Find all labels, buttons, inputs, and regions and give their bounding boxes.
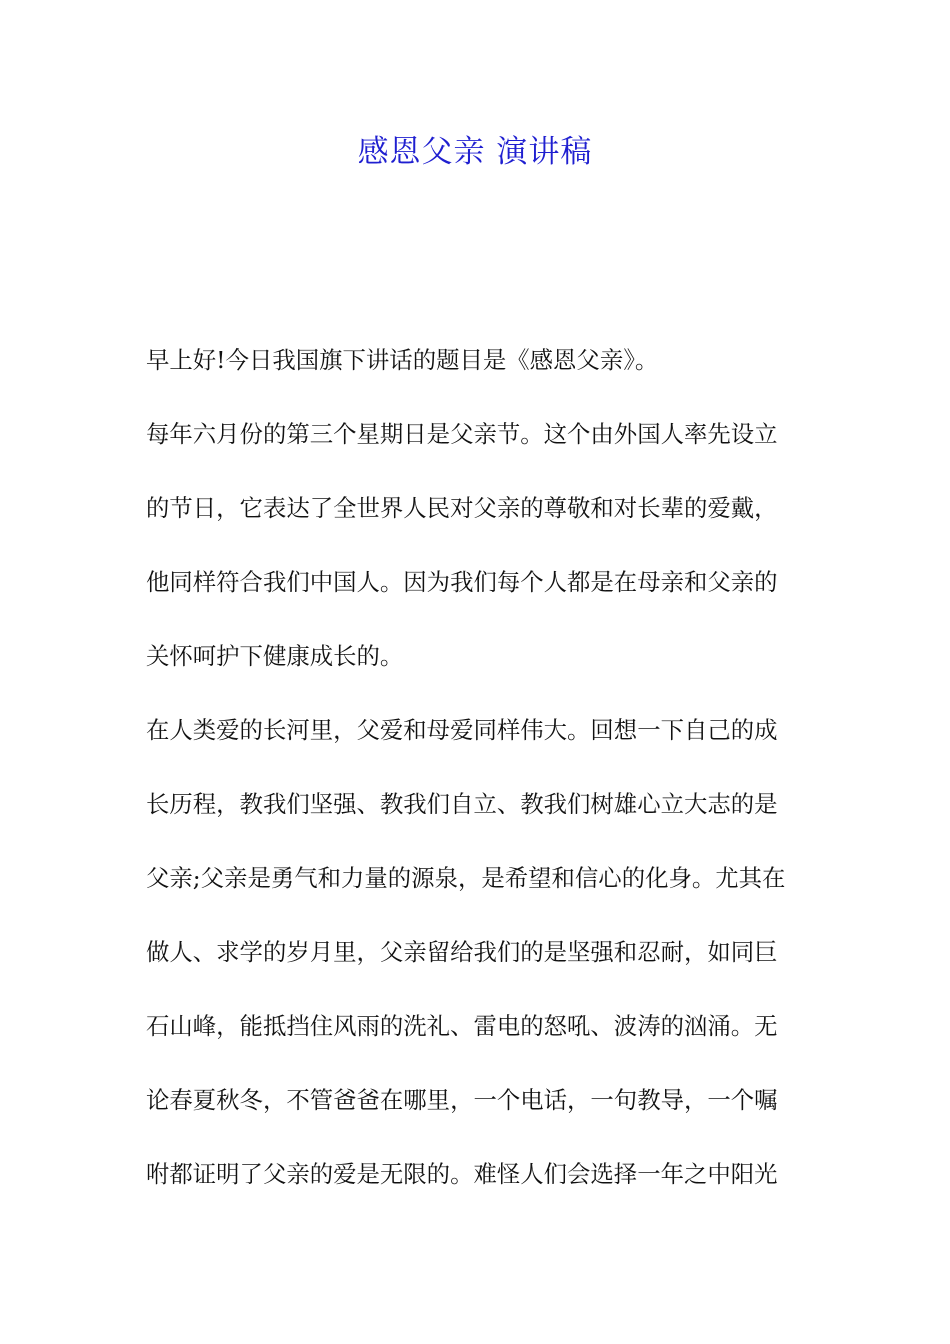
text-line: 论春夏秋冬，不管爸爸在哪里，一个电话，一句教导，一个嘱 [146, 1086, 778, 1114]
text-line: 在人类爱的长河里，父爱和母爱同样伟大。回想一下自己的成 [146, 716, 778, 744]
document-body [146, 336, 806, 1224]
text-line: 每年六月份的第三个星期日是父亲节。这个由外国人率先设立 [146, 420, 778, 448]
text-line: 父亲;父亲是勇气和力量的源泉，是希望和信心的化身。尤其在 [146, 864, 786, 892]
text-line: 做人、求学的岁月里，父亲留给我们的是坚强和忍耐，如同巨 [146, 938, 778, 966]
text-line: 关怀呵护下健康成长的。 [146, 642, 404, 670]
text-line: 石山峰，能抵挡住风雨的洗礼、雷电的怒吼、波涛的汹涌。无 [146, 1012, 778, 1040]
text-line: 咐都证明了父亲的爱是无限的。难怪人们会选择一年之中阳光 [146, 1160, 778, 1188]
text-line: 早上好!今日我国旗下讲话的题目是《感恩父亲》。 [146, 346, 659, 374]
text-line: 他同样符合我们中国人。因为我们每个人都是在母亲和父亲的 [146, 568, 778, 596]
document-title: 感恩父亲 演讲稿 [357, 134, 593, 170]
text-line: 长历程，教我们坚强、教我们自立、教我们树雄心立大志的是 [146, 790, 778, 818]
text-line: 的节日，它表达了全世界人民对父亲的尊敬和对长辈的爱戴， [146, 494, 778, 522]
